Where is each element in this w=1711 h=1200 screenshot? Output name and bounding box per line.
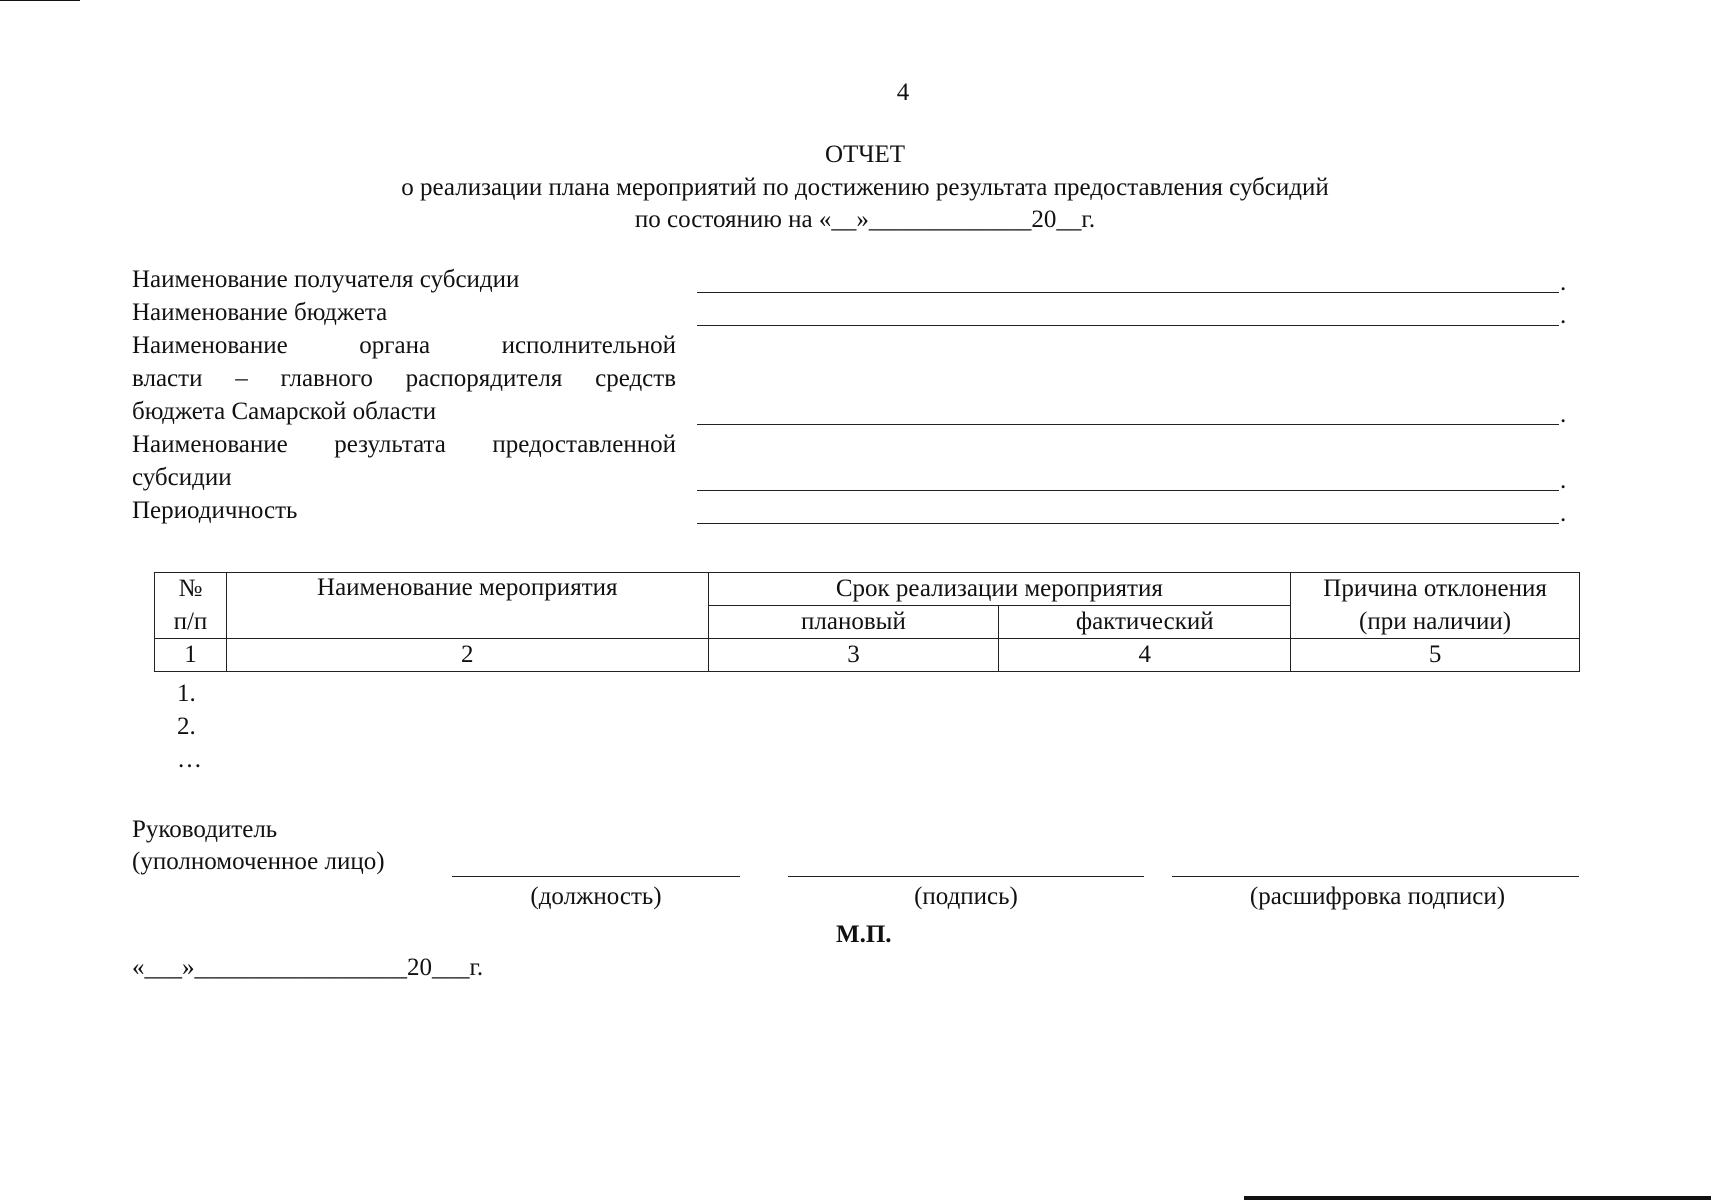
field-label-authority-line3: бюджета Самарской области [132, 398, 437, 425]
column-number-cell: 2 [226, 639, 708, 672]
fill-line-end-dot: . [1560, 302, 1567, 329]
report-date-line: по состоянию на «__»_____________20__г. [634, 206, 1096, 233]
fill-line-periodicity [697, 523, 1559, 524]
column-number-cell: 4 [999, 639, 1291, 672]
document-subtitle: о реализации плана мероприятий по достижению результата предоставления субсидий [401, 174, 1329, 201]
fill-line-result [697, 490, 1559, 491]
fill-line-end-dot: . [1560, 500, 1567, 527]
column-number-cell: 1 [155, 639, 227, 672]
signatory-subtitle: (уполномоченное лицо) [132, 848, 385, 875]
field-label-authority-line2: власти – главного распорядителя средств [132, 365, 676, 392]
field-label-authority-line1: Наименование органа исполнительной [132, 332, 676, 359]
row-number: 2. [177, 713, 196, 740]
events-table [154, 572, 1580, 672]
field-label-recipient: Наименование получателя субсидии [132, 266, 520, 293]
column-number-cell: 5 [1291, 639, 1580, 672]
header-actual: фактический [999, 606, 1291, 639]
fill-line-budget [697, 325, 1559, 326]
page-number: 4 [896, 79, 910, 106]
field-label-result-line2: субсидии [132, 464, 232, 491]
header-term: Срок реализации мероприятия [708, 573, 1291, 606]
header-planned: плановый [708, 606, 999, 639]
header-number: № [155, 573, 227, 606]
fill-line-authority [697, 424, 1559, 425]
fill-line-recipient [697, 292, 1559, 293]
signature-caption: (подпись) [914, 883, 1018, 910]
header-reason-line1: Причина отклонения [1291, 573, 1580, 606]
row-ellipsis: … [177, 746, 202, 773]
scan-edge-line [1244, 1196, 1711, 1200]
position-caption: (должность) [530, 883, 662, 910]
stamp-place: М.П. [836, 921, 892, 948]
signature-line [788, 876, 1144, 877]
field-label-budget: Наименование бюджета [132, 299, 388, 326]
header-reason-line2: (при наличии) [1291, 606, 1580, 639]
header-event-name: Наименование мероприятия [226, 573, 708, 639]
position-line [452, 876, 740, 877]
column-number-cell: 3 [708, 639, 999, 672]
signature-date-line: «___»_________________20___г. [132, 954, 484, 981]
row-number: 1. [177, 680, 196, 707]
field-label-periodicity: Периодичность [132, 497, 298, 524]
field-label-result-line1: Наименование результата предоставленной [132, 431, 676, 458]
fill-line-end-dot: . [1560, 401, 1567, 428]
fill-line-end-dot: . [1560, 467, 1567, 494]
fill-line-end-dot: . [1560, 269, 1567, 296]
scan-corner-mark [0, 0, 80, 1]
decoding-line [1172, 876, 1579, 877]
document-title: ОТЧЕТ [824, 141, 906, 168]
decoding-caption: (расшифровка подписи) [1249, 883, 1506, 910]
signatory-title: Руководитель [132, 816, 278, 843]
header-number-line2: п/п [155, 606, 227, 639]
